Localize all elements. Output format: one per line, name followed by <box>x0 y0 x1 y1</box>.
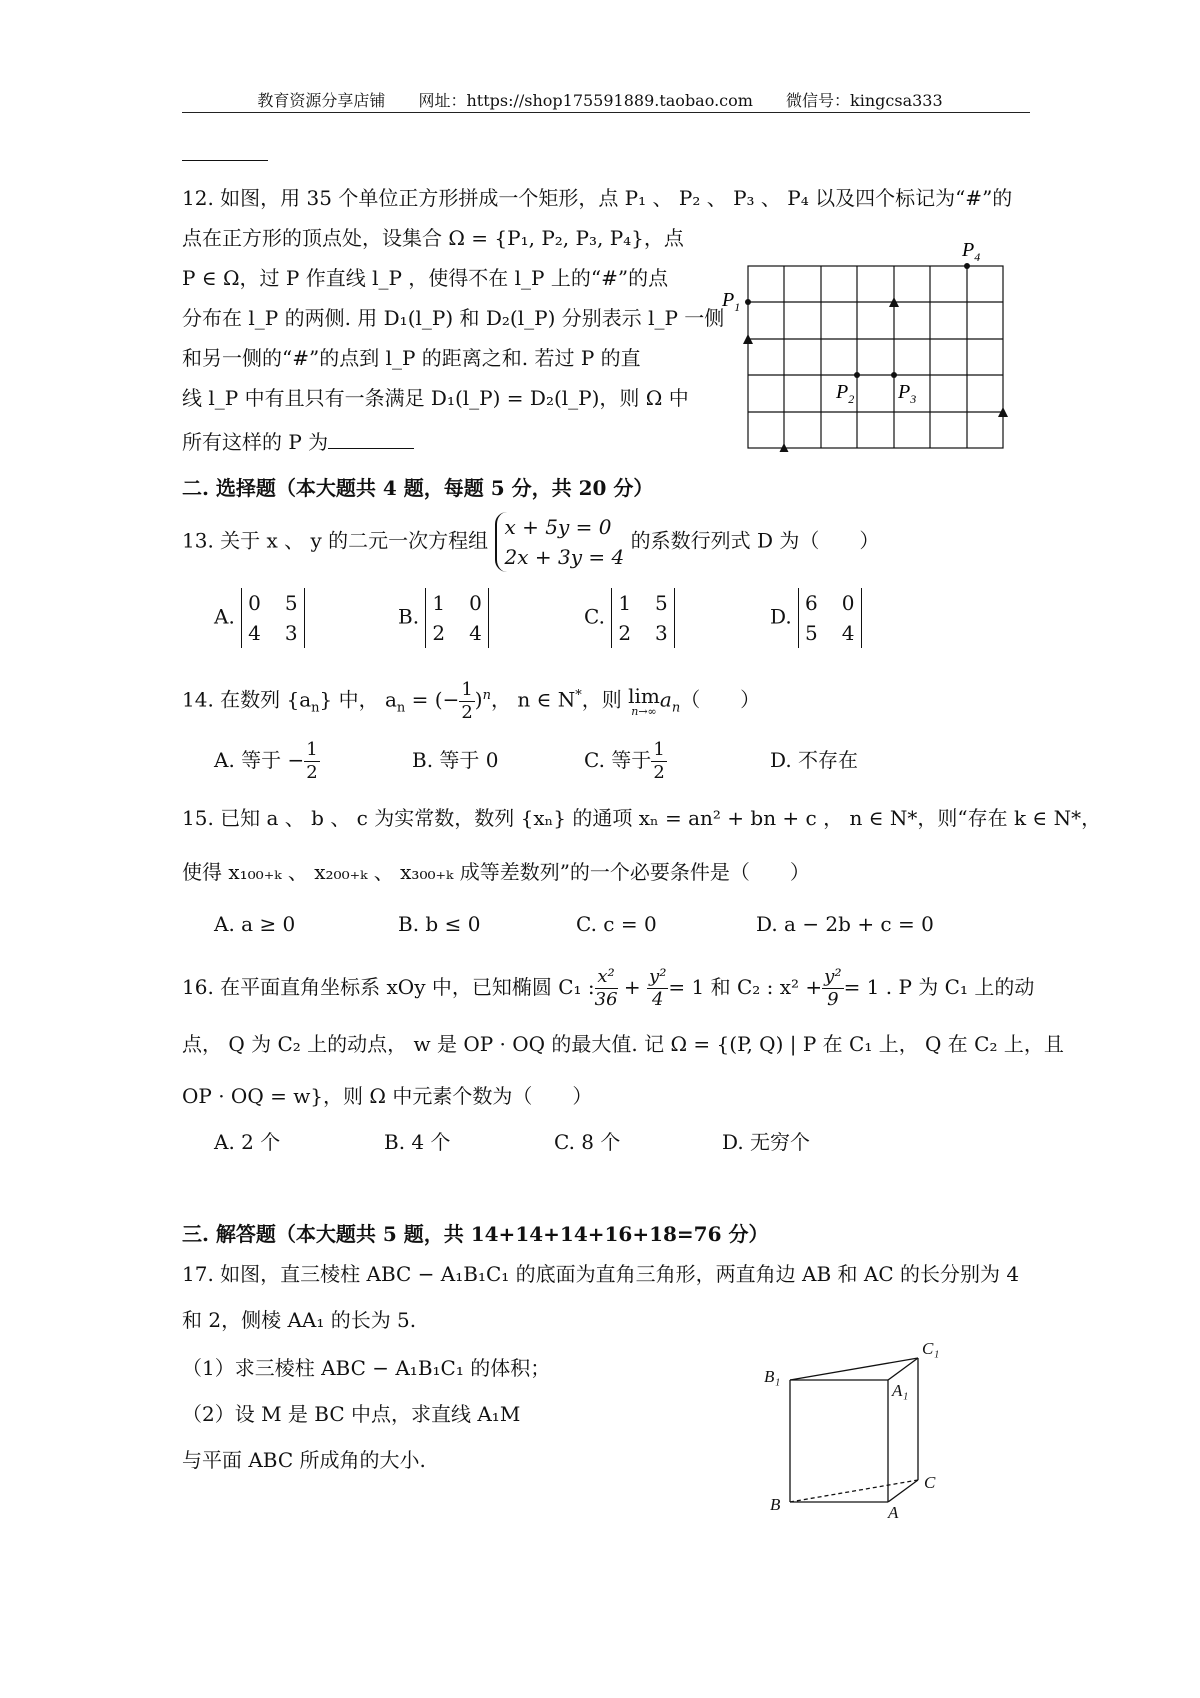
point-p1 <box>745 299 751 305</box>
answer-blank-11 <box>182 160 268 161</box>
grid-lines <box>748 266 1003 448</box>
q13-option-b-label: B. <box>398 604 420 629</box>
q13-stem <box>182 512 879 572</box>
q15-option-c[interactable]: C. c = 0 <box>576 912 657 936</box>
q17-line3: （1）求三棱柱 ABC − A₁B₁C₁ 的体积； <box>182 1356 551 1380</box>
q13-option-a[interactable] <box>214 588 305 648</box>
q13-option-a-det: 0 5 4 3 <box>241 588 304 648</box>
point-p2 <box>854 372 860 378</box>
q13-option-a-label: A. <box>214 604 235 629</box>
point-p3 <box>891 372 897 378</box>
point-p4 <box>964 263 970 269</box>
q15-option-a[interactable]: A. a ≥ 0 <box>214 912 296 936</box>
q14-option-b[interactable]: B. 等于 0 <box>412 748 499 772</box>
q13-eq1: x + 5y = 0 <box>504 515 612 539</box>
label-p3: $P_3$ <box>898 381 917 406</box>
q13-pre: 13. 关于 x 、 y 的二元一次方程组 <box>182 528 489 553</box>
q15-line1: 15. 已知 a 、 b 、 c 为实常数，数列 {xₙ} 的通项 xₙ = an² + bn + c ， n ∈ N*，则“存在 k ∈ N*， <box>182 806 1102 830</box>
section-2-title: 二. 选择题（本大题共 4 题，每题 5 分，共 20 分） <box>182 476 654 500</box>
q17-line2: 和 2，侧棱 AA₁ 的长为 5. <box>182 1308 417 1332</box>
q13-option-c[interactable] <box>584 588 675 648</box>
q12-line6: 线 l_P 中有且只有一条满足 D₁(l_P) = D₂(l_P)，则 Ω 中 <box>182 386 689 410</box>
header-rule <box>182 112 1030 113</box>
label-a: A <box>888 1503 899 1520</box>
q17-prism-figure <box>760 1330 960 1520</box>
q12-line2: 点在正方形的顶点处，设集合 Ω = {P₁, P₂, P₃, P₄}，点 <box>182 226 684 250</box>
q17-line4: （2）设 M 是 BC 中点，求直线 A₁M <box>182 1402 521 1426</box>
q13-option-c-det: 1 5 2 3 <box>611 588 674 648</box>
q16-line2: 点， Q 为 C₂ 上的动点， w 是 OP · OQ 的最大值. 记 Ω = {(P, Q) | P 在 C₁ 上， Q 在 C₂ 上，且 <box>182 1032 1064 1056</box>
q13-eq2: 2x + 3y = 4 <box>504 545 625 569</box>
q14-option-a[interactable]: A. 等于 − $\frac{1}{2}$ <box>214 739 318 783</box>
label-c: C <box>924 1473 936 1492</box>
q16-option-c[interactable]: C. 8 个 <box>554 1130 621 1154</box>
q12-line1: 12. 如图，用 35 个单位正方形拼成一个矩形，点 P₁ 、 P₂ 、 P₃ 、 P₄ 以及四个标记为“#”的 <box>182 186 1013 210</box>
q13-option-b-det: 1 0 2 4 <box>425 588 488 648</box>
label-b1: B₁ <box>764 1367 781 1386</box>
q13-post: 的系数行列式 D 为（ ） <box>630 528 880 553</box>
label-c1: C₁ <box>922 1339 940 1358</box>
q13-option-c-label: C. <box>584 604 605 629</box>
section-3-title: 三. 解答题（本大题共 5 题，共 14+14+14+16+18=76 分） <box>182 1222 769 1246</box>
q12-line7 <box>182 428 414 456</box>
q16-option-b[interactable]: B. 4 个 <box>384 1130 451 1154</box>
header-url: 网址：https://shop175591889.taobao.com <box>418 91 753 110</box>
label-p4: $P_4$ <box>962 239 981 264</box>
q16-line3: OP · OQ = w}，则 Ω 中元素个数为（ ） <box>182 1084 593 1108</box>
q13-option-b[interactable] <box>398 588 489 648</box>
page-header <box>0 88 1200 111</box>
q12-line4: 分布在 l_P 的两侧. 用 D₁(l_P) 和 D₂(l_P) 分别表示 l_P 一侧 <box>182 306 725 330</box>
label-p1: $P_1$ <box>722 289 741 314</box>
q15-option-b[interactable]: B. b ≤ 0 <box>398 912 481 936</box>
q16-option-a[interactable]: A. 2 个 <box>214 1130 281 1154</box>
q12-line7-text: 所有这样的 P 为 <box>182 430 329 454</box>
q14-option-c[interactable]: C. 等于 $\frac{1}{2}$ <box>584 739 665 783</box>
q13-option-d-label: D. <box>770 604 792 629</box>
q15-option-d[interactable]: D. a − 2b + c = 0 <box>756 912 934 936</box>
header-wechat: 微信号：kingcsa333 <box>786 91 943 110</box>
q12-answer-blank[interactable] <box>328 430 414 449</box>
q17-line1: 17. 如图，直三棱柱 ABC − A₁B₁C₁ 的底面为直角三角形，两直角边 AB 和 AC 的长分别为 4 <box>182 1262 1020 1286</box>
q14-limit: lim n→∞ <box>628 684 660 719</box>
q15-line2: 使得 x₁₀₀₊ₖ 、 x₂₀₀₊ₖ 、 x₃₀₀₊ₖ 成等差数列”的一个必要条件是（ ） <box>182 860 810 884</box>
q16-line1: 16. 在平面直角坐标系 xOy 中，已知椭圆 C₁ : $\frac{\text{x²}}{36}$ + $\frac{\text{y²}}{4}$ = 1 和 C₂ : x² + $\frac{\text{y²}}{9}$ = 1 . P 为 C₁ 上的动 <box>182 966 1035 1010</box>
q13-equation-system <box>495 512 625 572</box>
q13-option-d[interactable] <box>770 588 862 648</box>
q12-line5: 和另一侧的“#”的点到 l_P 的距离之和. 若过 P 的直 <box>182 346 641 370</box>
q13-option-d-det: 6 0 5 4 <box>798 588 861 648</box>
label-p2: $P_2$ <box>836 381 855 406</box>
q17-line5: 与平面 ABC 所成角的大小. <box>182 1448 426 1472</box>
label-b: B <box>770 1495 781 1514</box>
header-shop: 教育资源分享店铺 <box>257 91 386 110</box>
q12-line3: P ∈ Ω，过 P 作直线 l_P ，使得不在 l_P 上的“#”的点 <box>182 266 669 290</box>
q14-stem: 14. 在数列 $\{a_n\}$ 中， $a_n$ = (− $\frac{1}{2}$ )$^n$， n ∈ N*，则 lim n→∞ $a_n$（ ） <box>182 678 761 723</box>
q16-option-d[interactable]: D. 无穷个 <box>722 1130 811 1154</box>
q12-grid-figure <box>700 232 1020 452</box>
q14-option-d[interactable]: D. 不存在 <box>770 748 859 772</box>
q14-frac: $\frac{1}{2}$ <box>461 678 473 723</box>
label-a1: A₁ <box>892 1381 909 1400</box>
